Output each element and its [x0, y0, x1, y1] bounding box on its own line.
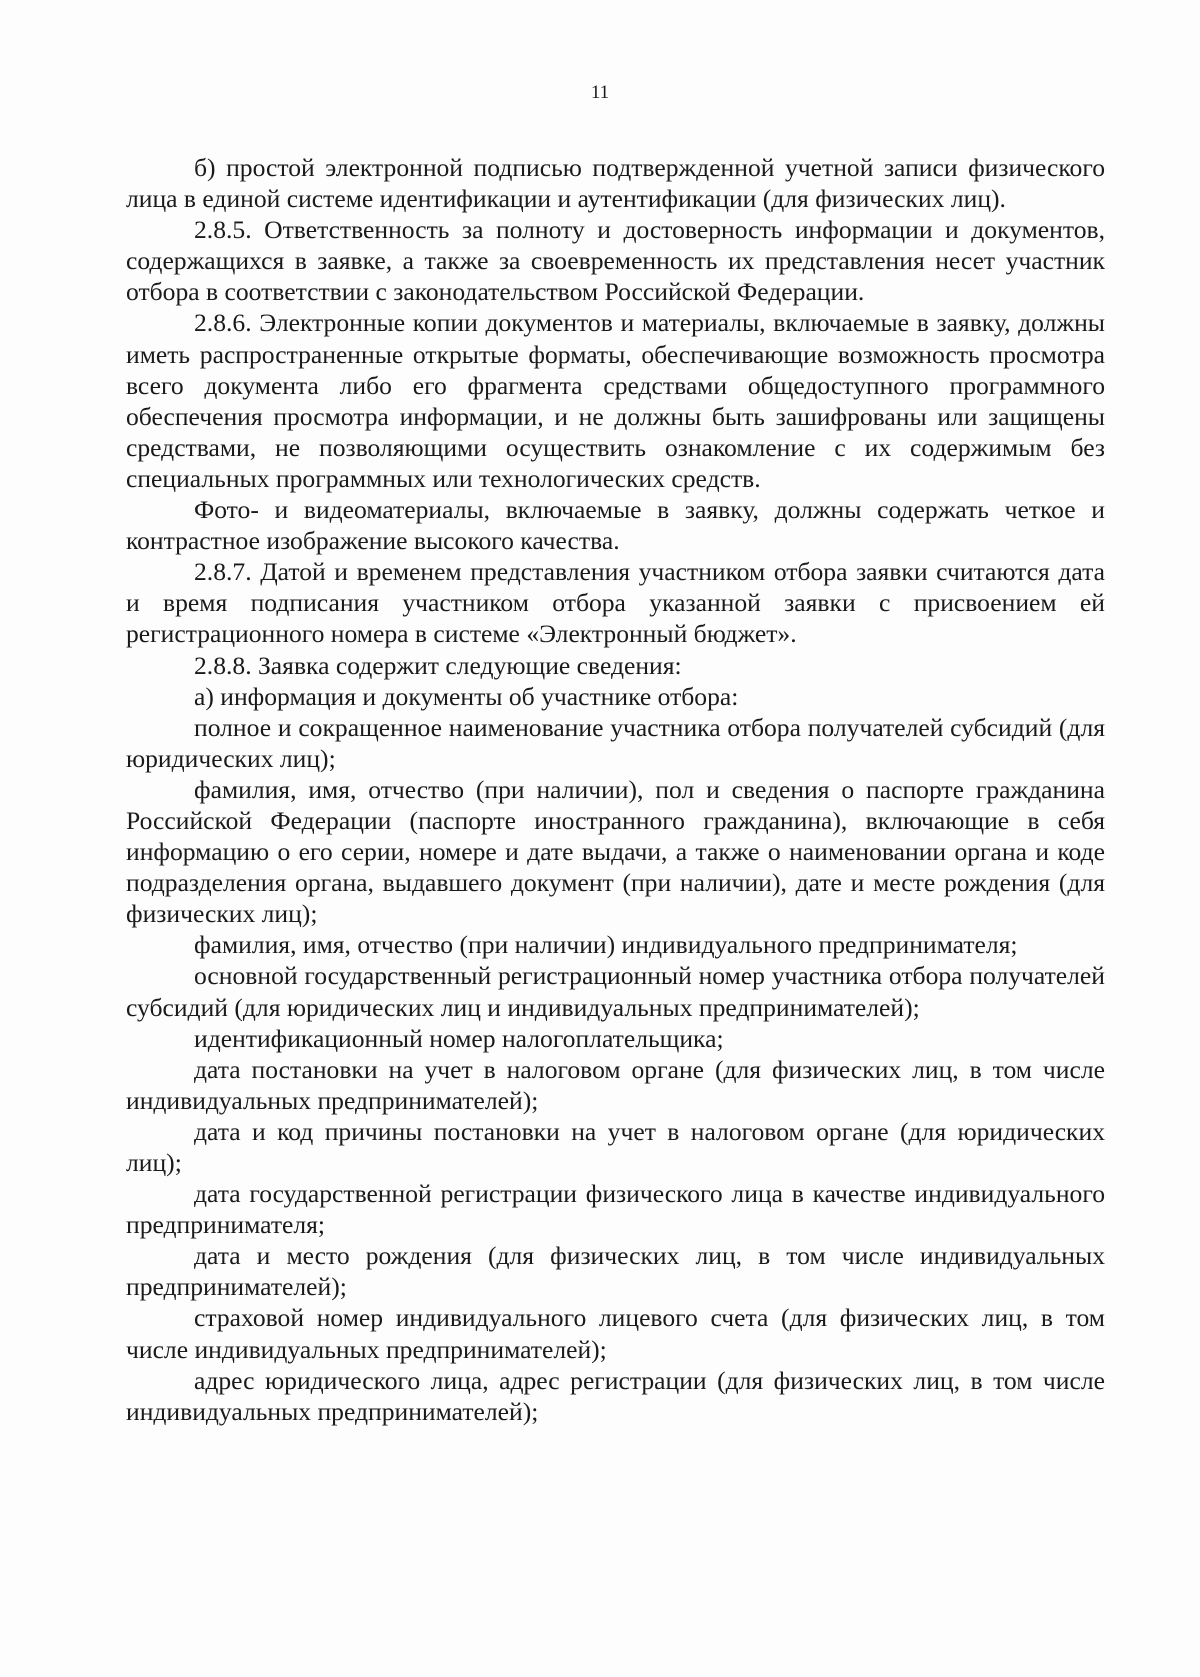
paragraph-2-8-6: 2.8.6. Электронные копии документов и материалы, включаемые в заявку, должны иметь распространенные открытые форматы, обеспечивающие возможность просмотра всего документа либо его фрагмента средствами общедоступного программного обеспечения просмотра информации, и не должны быть зашифрованы или защищены средствами, не позволяющими осуществить ознакомление с их содержимым без специальных программных или технологических средств. — [126, 308, 1105, 493]
paragraph-item-a: а) информация и документы об участнике отбора: — [194, 681, 739, 711]
paragraph-2-8-8: 2.8.8. Заявка содержит следующие сведения: — [194, 650, 682, 680]
list-item-address: адрес юридического лица, адрес регистрации (для физических лиц, в том числе индивидуальных предпринимателей); — [126, 1365, 1105, 1426]
list-item-tax-registration-date: дата постановки на учет в налоговом органе (для физических лиц, в том числе индивидуальных предпринимателей); — [126, 1054, 1105, 1115]
list-item-snils: страховой номер индивидуального лицевого счета (для физических лиц, в том числе индивидуальных предпринимателей); — [126, 1303, 1105, 1364]
paragraph-2-8-5: 2.8.5. Ответственность за полноту и достоверность информации и документов, содержащихся в заявке, а также за своевременность их представления несет участник отбора в соответствии с законодательством Российской Федерации. — [126, 215, 1105, 307]
list-item-ogrn: основной государственный регистрационный номер участника отбора получателей субсидий (для юридических лиц и индивидуальных предпринимателей); — [126, 961, 1105, 1022]
list-item-kpp: дата и код причины постановки на учет в налоговом органе (для юридических лиц); — [126, 1116, 1105, 1177]
list-item-birth-date-place: дата и место рождения (для физических лиц, в том числе индивидуальных предпринимателей); — [126, 1241, 1105, 1302]
paragraph-2-8-7: 2.8.7. Датой и временем представления участником отбора заявки считаются дата и время подписания участником отбора указанной заявки с присвоением ей регистрационного номера в системе «Электронный бюджет». — [126, 557, 1105, 649]
page-number: 11 — [590, 82, 610, 103]
list-item-full-name: полное и сокращенное наименование участника отбора получателей субсидий (для юридических лиц); — [126, 712, 1105, 773]
list-item-inn: идентификационный номер налогоплательщика; — [194, 1023, 724, 1053]
document-body — [126, 152, 1105, 1427]
list-item-state-registration-date: дата государственной регистрации физического лица в качестве индивидуального предпринимателя; — [126, 1179, 1105, 1240]
list-item-passport: фамилия, имя, отчество (при наличии), пол и сведения о паспорте гражданина Российской Федерации (паспорте иностранного гражданина), включающие в себя информацию о его серии, номере и дате выдачи, а также о наименовании органа и коде подразделения органа, выдавшего документ (при наличии), дате и месте рождения (для физических лиц); — [126, 774, 1105, 929]
paragraph-photo-video: Фото- и видеоматериалы, включаемые в заявку, должны содержать четкое и контрастное изображение высокого качества. — [126, 495, 1105, 556]
list-item-entrepreneur-name: фамилия, имя, отчество (при наличии) индивидуального предпринимателя; — [194, 930, 1018, 960]
paragraph-signature-method: б) простой электронной подписью подтвержденной учетной записи физического лица в единой системе идентификации и аутентификации (для физических лиц). — [126, 153, 1105, 214]
